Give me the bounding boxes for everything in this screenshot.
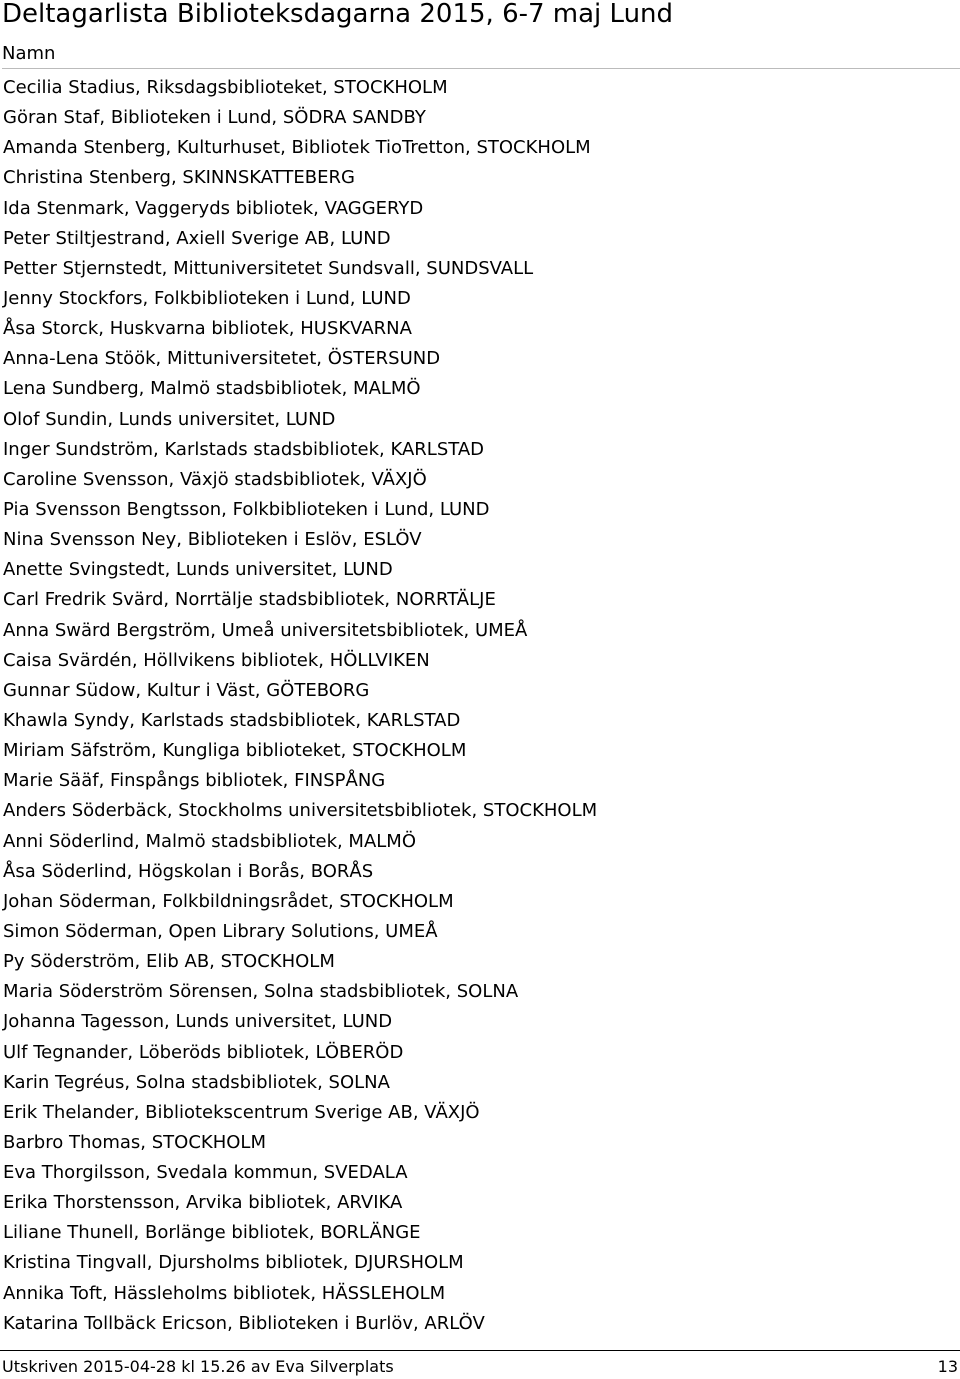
list-item: Cecilia Stadius, Riksdagsbiblioteket, STOCKHOLM <box>3 77 448 98</box>
column-header-namn: Namn <box>2 42 960 69</box>
list-item: Py Söderström, Elib AB, STOCKHOLM <box>3 951 335 973</box>
list-item: Åsa Storck, Huskvarna bibliotek, HUSKVARNA <box>3 318 412 340</box>
page-title: Deltagarlista Biblioteksdagarna 2015, 6-7 maj Lund <box>2 0 674 29</box>
list-item: Petter Stjernstedt, Mittuniversitetet Sundsvall, SUNDSVALL <box>3 257 534 279</box>
list-item: Caisa Svärdén, Höllvikens bibliotek, HÖLLVIKEN <box>3 649 430 671</box>
list-item: Olof Sundin, Lunds universitet, LUND <box>3 408 336 430</box>
list-item: Johanna Tagesson, Lunds universitet, LUND <box>3 1011 393 1033</box>
list-item: Amanda Stenberg, Kulturhuset, Bibliotek TioTretton, STOCKHOLM <box>3 137 591 159</box>
list-item: Maria Söderström Sörensen, Solna stadsbibliotek, SOLNA <box>3 981 519 1003</box>
list-item: Lena Sundberg, Malmö stadsbibliotek, MALMÖ <box>3 378 421 400</box>
list-item: Erik Thelander, Bibliotekscentrum Sverige AB, VÄXJÖ <box>3 1101 480 1123</box>
participant-list <box>3 73 597 1339</box>
list-item: Ulf Tegnander, Löberöds bibliotek, LÖBERÖD <box>3 1041 404 1063</box>
list-item: Åsa Söderlind, Högskolan i Borås, BORÅS <box>3 860 374 882</box>
page-footer <box>0 1350 960 1376</box>
list-item: Erika Thorstensson, Arvika bibliotek, ARVIKA <box>3 1192 403 1214</box>
list-item: Inger Sundström, Karlstads stadsbibliotek, KARLSTAD <box>3 438 485 460</box>
list-item: Eva Thorgilsson, Svedala kommun, SVEDALA <box>3 1162 408 1184</box>
printed-info: Utskriven 2015-04-28 kl 15.26 av Eva Silverplats <box>2 1357 394 1376</box>
list-item: Anders Söderbäck, Stockholms universitetsbibliotek, STOCKHOLM <box>3 800 598 822</box>
list-item: Anna-Lena Stöök, Mittuniversitetet, ÖSTERSUND <box>3 348 441 370</box>
list-item: Khawla Syndy, Karlstads stadsbibliotek, KARLSTAD <box>3 709 461 731</box>
list-item: Anna Swärd Bergström, Umeå universitetsbibliotek, UMEÅ <box>3 619 528 641</box>
list-item: Göran Staf, Biblioteken i Lund, SÖDRA SANDBY <box>3 107 426 129</box>
list-item: Liliane Thunell, Borlänge bibliotek, BORLÄNGE <box>3 1222 421 1244</box>
page-number: 13 <box>937 1357 958 1376</box>
list-item: Pia Svensson Bengtsson, Folkbiblioteken i Lund, LUND <box>3 498 490 520</box>
list-item: Anni Söderlind, Malmö stadsbibliotek, MALMÖ <box>3 830 417 852</box>
list-item: Marie Sääf, Finspångs bibliotek, FINSPÅNG <box>3 770 386 792</box>
list-item: Ida Stenmark, Vaggeryds bibliotek, VAGGERYD <box>3 197 424 219</box>
list-item: Christina Stenberg, SKINNSKATTEBERG <box>3 167 355 189</box>
list-item: Anette Svingstedt, Lunds universitet, LUND <box>3 559 393 581</box>
list-item: Nina Svensson Ney, Biblioteken i Eslöv, ESLÖV <box>3 529 422 551</box>
list-item: Katarina Tollbäck Ericson, Biblioteken i Burlöv, ARLÖV <box>3 1312 485 1334</box>
list-item: Barbro Thomas, STOCKHOLM <box>3 1131 266 1153</box>
list-item: Kristina Tingvall, Djursholms bibliotek, DJURSHOLM <box>3 1252 464 1274</box>
list-item: Carl Fredrik Svärd, Norrtälje stadsbibliotek, NORRTÄLJE <box>3 589 496 611</box>
list-item: Johan Söderman, Folkbildningsrådet, STOCKHOLM <box>3 890 454 912</box>
list-item: Miriam Säfström, Kungliga biblioteket, STOCKHOLM <box>3 740 467 762</box>
list-item: Gunnar Südow, Kultur i Väst, GÖTEBORG <box>3 679 370 701</box>
list-item: Karin Tegréus, Solna stadsbibliotek, SOLNA <box>3 1071 390 1093</box>
list-item: Peter Stiltjestrand, Axiell Sverige AB, LUND <box>3 227 391 249</box>
list-item: Simon Söderman, Open Library Solutions, UMEÅ <box>3 920 438 942</box>
list-item: Jenny Stockfors, Folkbiblioteken i Lund, LUND <box>3 287 411 309</box>
list-item: Caroline Svensson, Växjö stadsbibliotek, VÄXJÖ <box>3 468 427 490</box>
list-item: Annika Toft, Hässleholms bibliotek, HÄSSLEHOLM <box>3 1282 446 1304</box>
